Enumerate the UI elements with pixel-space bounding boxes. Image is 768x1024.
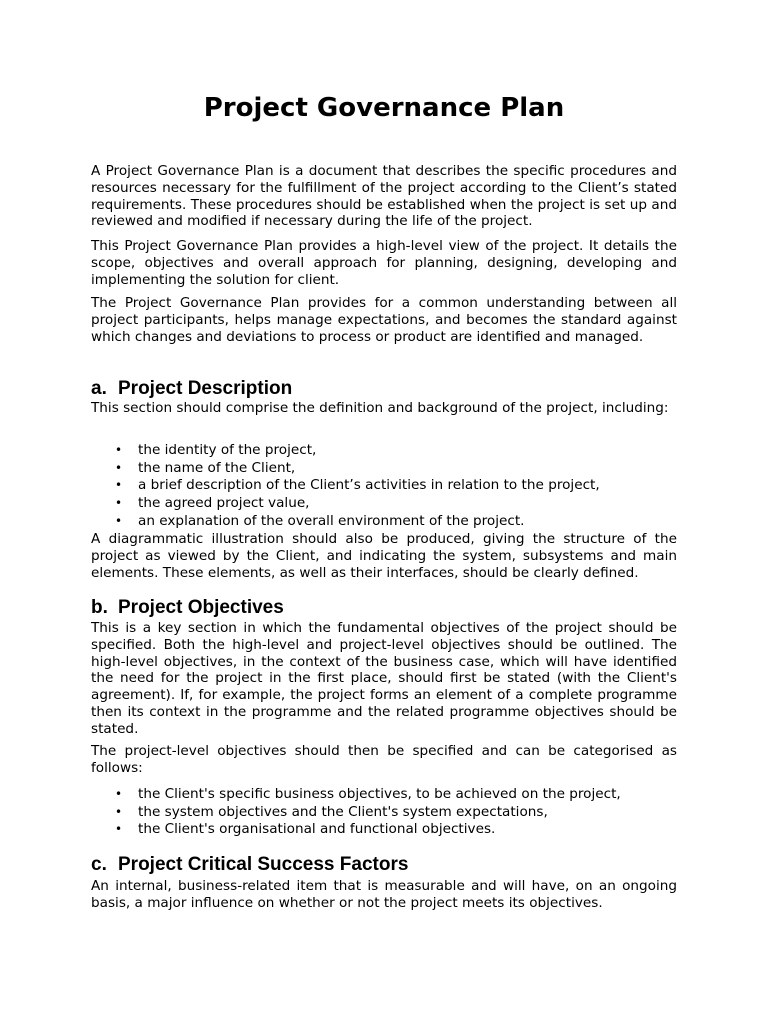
intro-paragraph-3: The Project Governance Plan provides for a common understanding between all project participants, helps manage expectations, and becomes the standard against which changes and deviations to process or product are identified and managed.	[91, 295, 677, 345]
section-title: Project Description	[118, 378, 293, 399]
page-title: Project Governance Plan	[203, 93, 565, 123]
section-title: Project Objectives	[118, 597, 284, 618]
intro-paragraph-1: A Project Governance Plan is a document that describes the specific procedures and resources necessary for the fulfillment of the project according to the Client’s stated requirements. These procedures should be established when the project is set up and reviewed and modified if necessary during the life of the project.	[91, 163, 677, 230]
list-item: • the system objectives and the Client's system expectations,	[115, 803, 548, 820]
project-description-lead: This section should comprise the definition and background of the project, including:	[91, 400, 669, 416]
section-letter: c.	[91, 854, 107, 875]
project-objectives-lead: This is a key section in which the fundamental objectives of the project should be specified. Both the high-level and project-level objectives should be outlined. The high-level objectives, in the context of the business case, which will have identified the need for the project in the first place, should first be stated (with the Client's agreement). If, for example, the project forms an element of a complete programme then its context in the programme and the related programme objectives should be stated.	[91, 620, 677, 737]
section-letter: a.	[91, 378, 107, 399]
project-description-list	[91, 442, 677, 531]
list-item: • the identity of the project,	[115, 442, 317, 458]
section-heading-project-objectives	[91, 596, 284, 620]
section-heading-critical-success-factors	[91, 853, 408, 877]
section-heading-project-description	[91, 377, 292, 401]
section-letter: b.	[91, 597, 108, 618]
project-objectives-list	[91, 786, 677, 839]
project-description-after: A diagrammatic illustration should also be produced, giving the structure of the project as viewed by the Client, and indicating the system, subsystems and main elements. These elements, as well as their interfaces, should be clearly defined.	[91, 531, 677, 581]
list-item: • an explanation of the overall environment of the project.	[115, 512, 525, 529]
list-item: • a brief description of the Client’s activities in relation to the project,	[115, 477, 600, 494]
bullet-icon: •	[115, 460, 123, 475]
intro-paragraph-2: This Project Governance Plan provides a high-level view of the project. It details the scope, objectives and overall approach for planning, designing, developing and implementing the solution for client.	[91, 238, 677, 288]
bullet-icon: •	[115, 496, 123, 511]
bullet-icon: •	[115, 804, 123, 819]
project-objectives-lead-2: The project-level objectives should then be specified and can be categorised as follows:	[91, 743, 677, 776]
critical-success-factors-lead: An internal, business-related item that is measurable and will have, on an ongoing basis, a major influence on whether or not the project meets its objectives.	[91, 878, 677, 911]
bullet-icon: •	[115, 478, 123, 493]
bullet-icon: •	[115, 513, 123, 528]
list-item: • the name of the Client,	[115, 459, 296, 476]
list-item: • the agreed project value,	[115, 495, 310, 512]
bullet-icon: •	[115, 787, 123, 801]
list-item: • the Client's organisational and functional objectives.	[115, 821, 496, 838]
section-title: Project Critical Success Factors	[118, 854, 409, 875]
bullet-icon: •	[115, 443, 123, 457]
bullet-icon: •	[115, 822, 123, 837]
list-item: • the Client's specific business objectives, to be achieved on the project,	[115, 786, 621, 802]
